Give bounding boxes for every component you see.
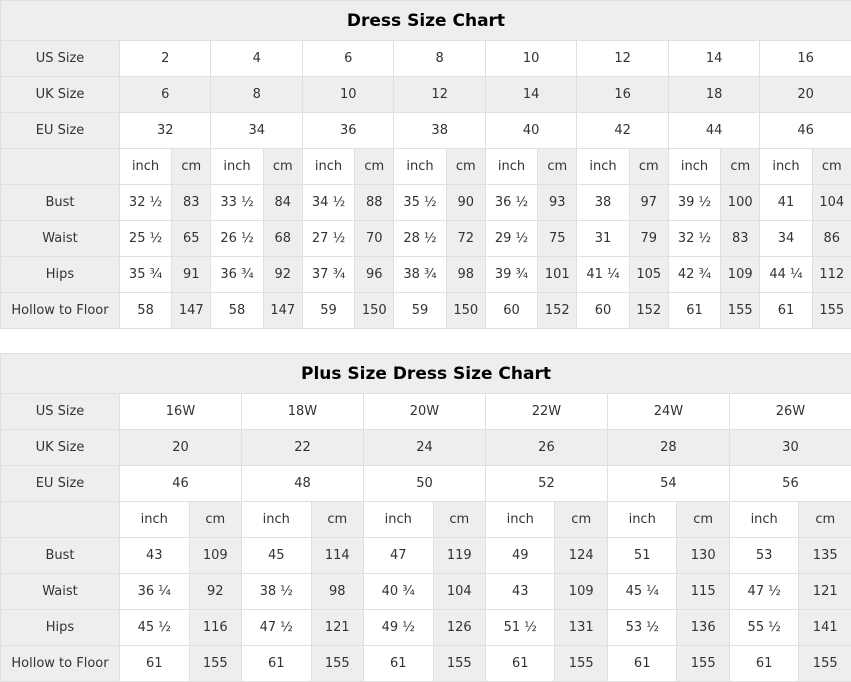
- measure-cm-cell: 121: [311, 610, 363, 646]
- unit-cm-cell: cm: [433, 502, 485, 538]
- measure-cm-cell: 155: [189, 646, 241, 682]
- measure-cm-cell: 65: [172, 221, 211, 257]
- measure-inch-cell: 40 ¾: [363, 574, 433, 610]
- measure-cm-cell: 104: [433, 574, 485, 610]
- size-row: [1, 394, 851, 430]
- size-row: [1, 41, 851, 77]
- size-value-cell: 46: [760, 113, 851, 149]
- measure-row: [1, 646, 851, 682]
- measure-cm-cell: 101: [538, 257, 577, 293]
- unit-cm-cell: cm: [263, 149, 302, 185]
- measure-inch-cell: 45: [241, 538, 311, 574]
- measure-inch-cell: 43: [120, 538, 190, 574]
- unit-cm-cell: cm: [189, 502, 241, 538]
- row-label: Waist: [1, 221, 120, 257]
- measure-cm-cell: 92: [189, 574, 241, 610]
- measure-cm-cell: 124: [555, 538, 607, 574]
- row-label: Hips: [1, 610, 120, 646]
- size-value-cell: 20: [760, 77, 851, 113]
- measure-row: [1, 185, 851, 221]
- measure-cm-cell: 130: [677, 538, 729, 574]
- size-value-cell: 14: [668, 41, 759, 77]
- size-value-cell: 6: [120, 77, 211, 113]
- measure-inch-cell: 49: [485, 538, 555, 574]
- size-value-cell: 2: [120, 41, 211, 77]
- row-label: EU Size: [1, 113, 120, 149]
- measure-cm-cell: 84: [263, 185, 302, 221]
- measure-inch-cell: 51: [607, 538, 677, 574]
- size-value-cell: 24W: [607, 394, 729, 430]
- unit-header-row: [1, 149, 851, 185]
- size-value-cell: 8: [394, 41, 485, 77]
- measure-inch-cell: 58: [211, 293, 263, 329]
- unit-inch-cell: inch: [302, 149, 354, 185]
- size-value-cell: 34: [211, 113, 302, 149]
- size-value-cell: 22W: [485, 394, 607, 430]
- row-label: Hollow to Floor: [1, 646, 120, 682]
- table-title: Dress Size Chart: [1, 1, 851, 41]
- measure-inch-cell: 61: [363, 646, 433, 682]
- measure-cm-cell: 100: [721, 185, 760, 221]
- unit-cm-cell: cm: [172, 149, 211, 185]
- unit-inch-cell: inch: [760, 149, 812, 185]
- size-value-cell: 42: [577, 113, 668, 149]
- measure-row: [1, 221, 851, 257]
- size-value-cell: 52: [485, 466, 607, 502]
- measure-cm-cell: 70: [355, 221, 394, 257]
- title-row: [1, 354, 851, 394]
- measure-cm-cell: 109: [555, 574, 607, 610]
- unit-inch-cell: inch: [729, 502, 799, 538]
- unit-cm-cell: cm: [555, 502, 607, 538]
- row-label: Hollow to Floor: [1, 293, 120, 329]
- size-value-cell: 24: [363, 430, 485, 466]
- size-row: [1, 466, 851, 502]
- row-label: EU Size: [1, 466, 120, 502]
- unit-inch-cell: inch: [668, 149, 720, 185]
- size-value-cell: 6: [302, 41, 393, 77]
- size-value-cell: 38: [394, 113, 485, 149]
- measure-cm-cell: 115: [677, 574, 729, 610]
- row-label: Bust: [1, 185, 120, 221]
- measure-inch-cell: 28 ½: [394, 221, 446, 257]
- measure-cm-cell: 91: [172, 257, 211, 293]
- measure-cm-cell: 98: [446, 257, 485, 293]
- measure-cm-cell: 93: [538, 185, 577, 221]
- measure-inch-cell: 36 ¼: [120, 574, 190, 610]
- measure-inch-cell: 53: [729, 538, 799, 574]
- measure-cm-cell: 88: [355, 185, 394, 221]
- size-value-cell: 4: [211, 41, 302, 77]
- unit-inch-cell: inch: [211, 149, 263, 185]
- unit-inch-cell: inch: [485, 502, 555, 538]
- table-title: Plus Size Dress Size Chart: [1, 354, 851, 394]
- size-value-cell: 50: [363, 466, 485, 502]
- measure-inch-cell: 45 ½: [120, 610, 190, 646]
- measure-cm-cell: 131: [555, 610, 607, 646]
- size-value-cell: 18: [668, 77, 759, 113]
- measure-inch-cell: 59: [394, 293, 446, 329]
- dress-size-chart-body: [1, 1, 851, 329]
- measure-cm-cell: 98: [311, 574, 363, 610]
- size-value-cell: 8: [211, 77, 302, 113]
- size-value-cell: 10: [485, 41, 576, 77]
- measure-cm-cell: 116: [189, 610, 241, 646]
- size-row: [1, 77, 851, 113]
- unit-inch-cell: inch: [485, 149, 537, 185]
- measure-cm-cell: 109: [189, 538, 241, 574]
- measure-inch-cell: 38 ½: [241, 574, 311, 610]
- measure-inch-cell: 36 ¾: [211, 257, 263, 293]
- measure-inch-cell: 61: [607, 646, 677, 682]
- measure-cm-cell: 83: [172, 185, 211, 221]
- size-value-cell: 12: [577, 41, 668, 77]
- measure-cm-cell: 92: [263, 257, 302, 293]
- measure-inch-cell: 61: [485, 646, 555, 682]
- measure-cm-cell: 141: [799, 610, 851, 646]
- measure-row: [1, 574, 851, 610]
- size-value-cell: 22: [241, 430, 363, 466]
- row-label: Hips: [1, 257, 120, 293]
- unit-inch-cell: inch: [577, 149, 629, 185]
- size-value-cell: 26W: [729, 394, 851, 430]
- size-value-cell: 16: [577, 77, 668, 113]
- size-value-cell: 30: [729, 430, 851, 466]
- plus-size-dress-size-chart: [0, 353, 851, 682]
- measure-row: [1, 293, 851, 329]
- measure-inch-cell: 34 ½: [302, 185, 354, 221]
- measure-inch-cell: 53 ½: [607, 610, 677, 646]
- size-value-cell: 36: [302, 113, 393, 149]
- dress-size-chart: [0, 0, 851, 329]
- size-value-cell: 54: [607, 466, 729, 502]
- measure-inch-cell: 51 ½: [485, 610, 555, 646]
- measure-cm-cell: 150: [446, 293, 485, 329]
- unit-cm-cell: cm: [799, 502, 851, 538]
- measure-cm-cell: 105: [629, 257, 668, 293]
- row-label: [1, 502, 120, 538]
- measure-inch-cell: 39 ½: [668, 185, 720, 221]
- measure-inch-cell: 34: [760, 221, 812, 257]
- size-value-cell: 40: [485, 113, 576, 149]
- size-value-cell: 26: [485, 430, 607, 466]
- size-value-cell: 46: [120, 466, 242, 502]
- measure-cm-cell: 79: [629, 221, 668, 257]
- measure-inch-cell: 31: [577, 221, 629, 257]
- measure-cm-cell: 75: [538, 221, 577, 257]
- measure-inch-cell: 39 ¾: [485, 257, 537, 293]
- measure-inch-cell: 41: [760, 185, 812, 221]
- size-value-cell: 16: [760, 41, 851, 77]
- measure-cm-cell: 114: [311, 538, 363, 574]
- measure-cm-cell: 83: [721, 221, 760, 257]
- measure-inch-cell: 61: [760, 293, 812, 329]
- measure-inch-cell: 61: [120, 646, 190, 682]
- measure-inch-cell: 35 ½: [394, 185, 446, 221]
- measure-inch-cell: 33 ½: [211, 185, 263, 221]
- measure-cm-cell: 152: [538, 293, 577, 329]
- measure-cm-cell: 155: [812, 293, 851, 329]
- measure-inch-cell: 44 ¼: [760, 257, 812, 293]
- unit-cm-cell: cm: [355, 149, 394, 185]
- unit-inch-cell: inch: [120, 502, 190, 538]
- measure-cm-cell: 97: [629, 185, 668, 221]
- measure-inch-cell: 27 ½: [302, 221, 354, 257]
- size-value-cell: 20: [120, 430, 242, 466]
- measure-cm-cell: 86: [812, 221, 851, 257]
- measure-inch-cell: 37 ¾: [302, 257, 354, 293]
- measure-inch-cell: 47 ½: [241, 610, 311, 646]
- measure-cm-cell: 155: [799, 646, 851, 682]
- measure-cm-cell: 90: [446, 185, 485, 221]
- measure-cm-cell: 109: [721, 257, 760, 293]
- measure-cm-cell: 147: [263, 293, 302, 329]
- unit-cm-cell: cm: [446, 149, 485, 185]
- measure-cm-cell: 72: [446, 221, 485, 257]
- measure-row: [1, 610, 851, 646]
- unit-cm-cell: cm: [812, 149, 851, 185]
- size-value-cell: 12: [394, 77, 485, 113]
- measure-inch-cell: 35 ¾: [120, 257, 172, 293]
- measure-cm-cell: 126: [433, 610, 485, 646]
- measure-inch-cell: 42 ¾: [668, 257, 720, 293]
- measure-cm-cell: 135: [799, 538, 851, 574]
- size-value-cell: 56: [729, 466, 851, 502]
- unit-inch-cell: inch: [394, 149, 446, 185]
- measure-cm-cell: 112: [812, 257, 851, 293]
- measure-cm-cell: 155: [677, 646, 729, 682]
- measure-inch-cell: 45 ¼: [607, 574, 677, 610]
- size-value-cell: 18W: [241, 394, 363, 430]
- unit-cm-cell: cm: [629, 149, 668, 185]
- size-value-cell: 16W: [120, 394, 242, 430]
- measure-inch-cell: 38 ¾: [394, 257, 446, 293]
- size-row: [1, 113, 851, 149]
- measure-inch-cell: 60: [485, 293, 537, 329]
- measure-cm-cell: 150: [355, 293, 394, 329]
- row-label: US Size: [1, 394, 120, 430]
- unit-cm-cell: cm: [538, 149, 577, 185]
- plus-size-dress-size-chart-body: [1, 354, 851, 682]
- size-value-cell: 44: [668, 113, 759, 149]
- row-label: Waist: [1, 574, 120, 610]
- measure-inch-cell: 36 ½: [485, 185, 537, 221]
- measure-cm-cell: 155: [721, 293, 760, 329]
- unit-inch-cell: inch: [607, 502, 677, 538]
- row-label: [1, 149, 120, 185]
- measure-cm-cell: 104: [812, 185, 851, 221]
- measure-inch-cell: 29 ½: [485, 221, 537, 257]
- measure-cm-cell: 152: [629, 293, 668, 329]
- row-label: UK Size: [1, 430, 120, 466]
- unit-cm-cell: cm: [311, 502, 363, 538]
- size-value-cell: 32: [120, 113, 211, 149]
- measure-cm-cell: 155: [311, 646, 363, 682]
- measure-cm-cell: 119: [433, 538, 485, 574]
- size-row: [1, 430, 851, 466]
- size-value-cell: 20W: [363, 394, 485, 430]
- row-label: UK Size: [1, 77, 120, 113]
- measure-row: [1, 257, 851, 293]
- unit-cm-cell: cm: [677, 502, 729, 538]
- measure-inch-cell: 43: [485, 574, 555, 610]
- measure-inch-cell: 55 ½: [729, 610, 799, 646]
- row-label: US Size: [1, 41, 120, 77]
- measure-inch-cell: 60: [577, 293, 629, 329]
- measure-inch-cell: 32 ½: [668, 221, 720, 257]
- measure-cm-cell: 136: [677, 610, 729, 646]
- unit-header-row: [1, 502, 851, 538]
- measure-inch-cell: 25 ½: [120, 221, 172, 257]
- size-value-cell: 28: [607, 430, 729, 466]
- size-value-cell: 10: [302, 77, 393, 113]
- measure-inch-cell: 47: [363, 538, 433, 574]
- measure-inch-cell: 49 ½: [363, 610, 433, 646]
- measure-cm-cell: 96: [355, 257, 394, 293]
- measure-inch-cell: 61: [668, 293, 720, 329]
- row-label: Bust: [1, 538, 120, 574]
- title-row: [1, 1, 851, 41]
- measure-inch-cell: 61: [241, 646, 311, 682]
- measure-cm-cell: 155: [433, 646, 485, 682]
- measure-row: [1, 538, 851, 574]
- unit-inch-cell: inch: [241, 502, 311, 538]
- measure-cm-cell: 121: [799, 574, 851, 610]
- measure-inch-cell: 61: [729, 646, 799, 682]
- measure-inch-cell: 41 ¼: [577, 257, 629, 293]
- unit-inch-cell: inch: [120, 149, 172, 185]
- unit-cm-cell: cm: [721, 149, 760, 185]
- measure-inch-cell: 38: [577, 185, 629, 221]
- measure-cm-cell: 68: [263, 221, 302, 257]
- size-value-cell: 14: [485, 77, 576, 113]
- unit-inch-cell: inch: [363, 502, 433, 538]
- measure-inch-cell: 59: [302, 293, 354, 329]
- measure-cm-cell: 155: [555, 646, 607, 682]
- measure-inch-cell: 26 ½: [211, 221, 263, 257]
- measure-cm-cell: 147: [172, 293, 211, 329]
- size-value-cell: 48: [241, 466, 363, 502]
- measure-inch-cell: 47 ½: [729, 574, 799, 610]
- measure-inch-cell: 58: [120, 293, 172, 329]
- measure-inch-cell: 32 ½: [120, 185, 172, 221]
